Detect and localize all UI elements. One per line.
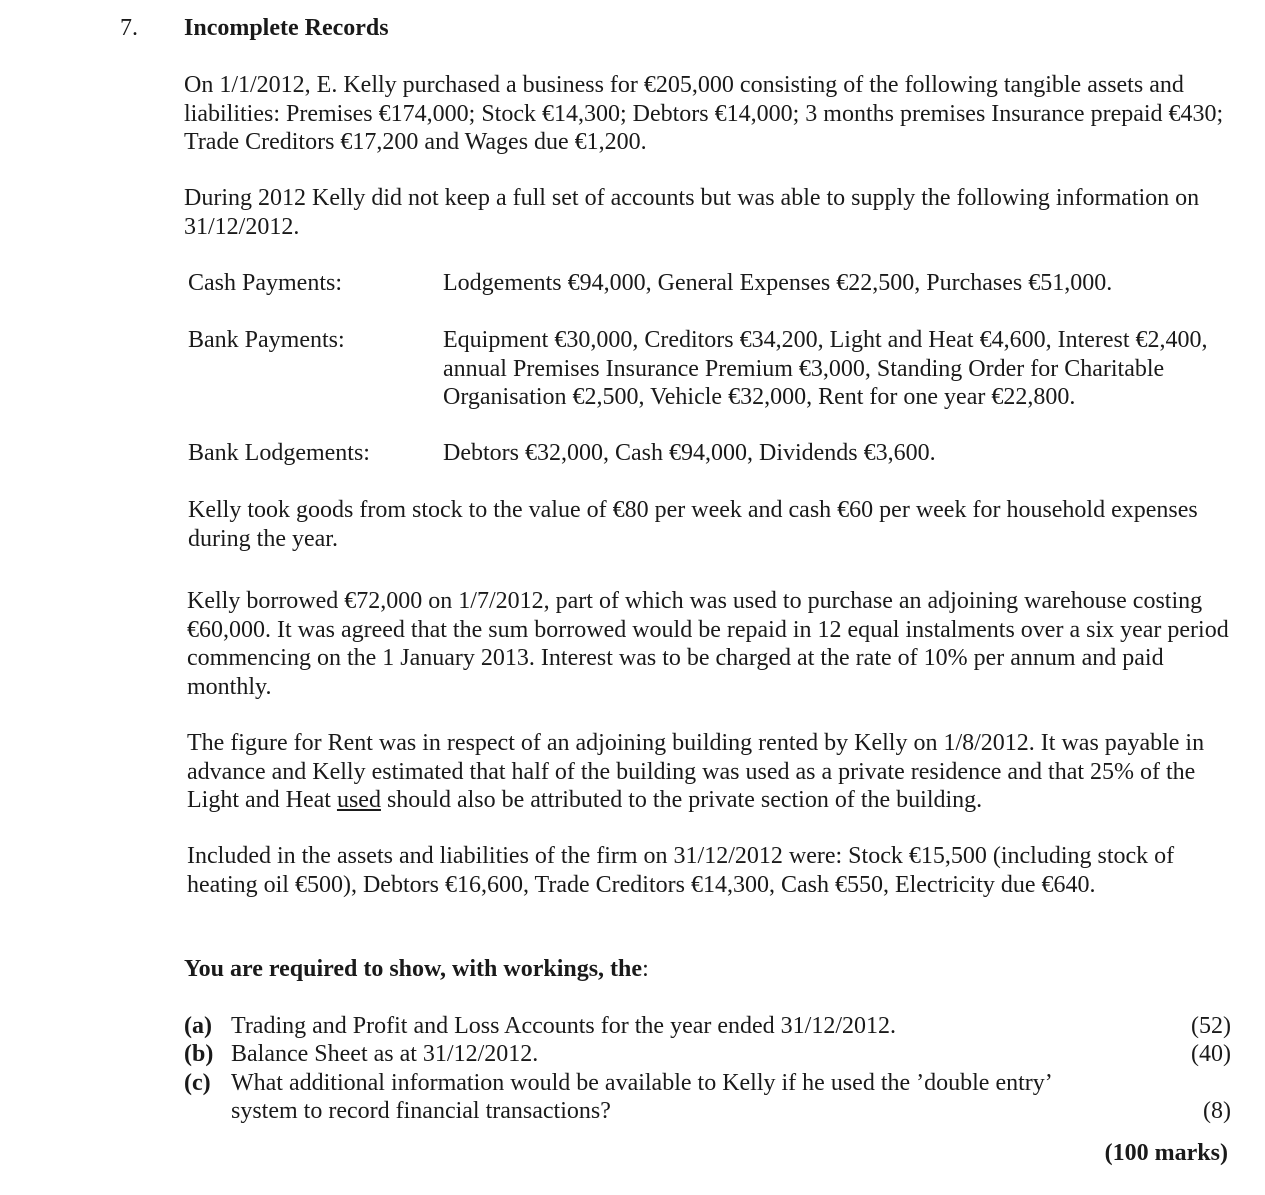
requirements-heading-text: You are required to show, with workings, the xyxy=(184,956,643,982)
bank-payments-label: Bank Payments: xyxy=(188,327,345,353)
cash-payments-label: Cash Payments: xyxy=(188,270,342,296)
closing-balances-paragraph: Included in the assets and liabilities of the firm on 31/12/2012 were: Stock €15,500 (including stock of heating oil €500), Debtors €16,600, Trade Creditors €14,300, Cash €550, Electricity due €640. xyxy=(187,843,1175,898)
cash-payments-detail: Lodgements €94,000, General Expenses €22,500, Purchases €51,000. xyxy=(443,270,1113,296)
info-paragraph: During 2012 Kelly did not keep a full set of accounts but was able to supply the following information on 31/12/2012. xyxy=(184,185,1200,240)
requirements-heading xyxy=(184,955,649,984)
bank-payments-detail: Equipment €30,000, Creditors €34,200, Light and Heat €4,600, Interest €2,400, annual Premises Insurance Premium €3,000, Standing Order for Charitable Organisation €2,500, Vehicle €32,000, Rent for one year €22,800. xyxy=(443,327,1208,410)
rent-text-underlined: used xyxy=(336,787,381,813)
part-b-text: Balance Sheet as at 31/12/2012. xyxy=(231,1041,539,1067)
part-a-letter: (a) xyxy=(184,1013,212,1039)
drawings-paragraph: Kelly took goods from stock to the value of €80 per week and cash €60 per week for household expenses during the year. xyxy=(188,497,1198,552)
rent-text-end: should also be attributed to the private section of the building. xyxy=(380,787,983,813)
part-c-text-line2: system to record financial transactions? xyxy=(231,1098,611,1124)
part-b-letter: (b) xyxy=(184,1041,214,1067)
question-number: 7. xyxy=(120,15,138,41)
part-c-letter: (c) xyxy=(184,1070,211,1096)
part-a-text: Trading and Profit and Loss Accounts for the year ended 31/12/2012. xyxy=(231,1013,897,1039)
bank-lodgements-label: Bank Lodgements: xyxy=(188,440,370,466)
part-b-marks: (40) xyxy=(1191,1041,1231,1067)
part-c-marks: (8) xyxy=(1203,1098,1231,1124)
part-a-marks: (52) xyxy=(1191,1013,1231,1039)
total-marks: (100 marks) xyxy=(1104,1140,1228,1166)
rent-paragraph xyxy=(187,729,1237,815)
rent-text-start: The figure for Rent was in respect of an adjoining building rented by Kelly on 1/8/2012. It was payable in advance and Kelly estimated that half of the building was used as a private residence and that 25% of the Light and Heat xyxy=(187,730,1205,813)
bank-lodgements-detail: Debtors €32,000, Cash €94,000, Dividends €3,600. xyxy=(443,440,936,466)
part-c-text-line1: What additional information would be available to Kelly if he used the ’double entry’ xyxy=(231,1070,1053,1096)
requirements-heading-colon: : xyxy=(642,956,649,982)
question-title: Incomplete Records xyxy=(184,15,389,41)
intro-paragraph: On 1/1/2012, E. Kelly purchased a business for €205,000 consisting of the following tangible assets and liabilities: Premises €174,000; Stock €14,300; Debtors €14,000; 3 months premises Insurance prepaid €430; Trade Creditors €17,200 and Wages due €1,200. xyxy=(184,72,1224,155)
loan-paragraph: Kelly borrowed €72,000 on 1/7/2012, part of which was used to purchase an adjoining warehouse costing €60,000. It was agreed that the sum borrowed would be repaid in 12 equal instalments over a six year period commencing on the 1 January 2013. Interest was to be charged at the rate of 10% per annum and paid monthly. xyxy=(187,588,1229,700)
